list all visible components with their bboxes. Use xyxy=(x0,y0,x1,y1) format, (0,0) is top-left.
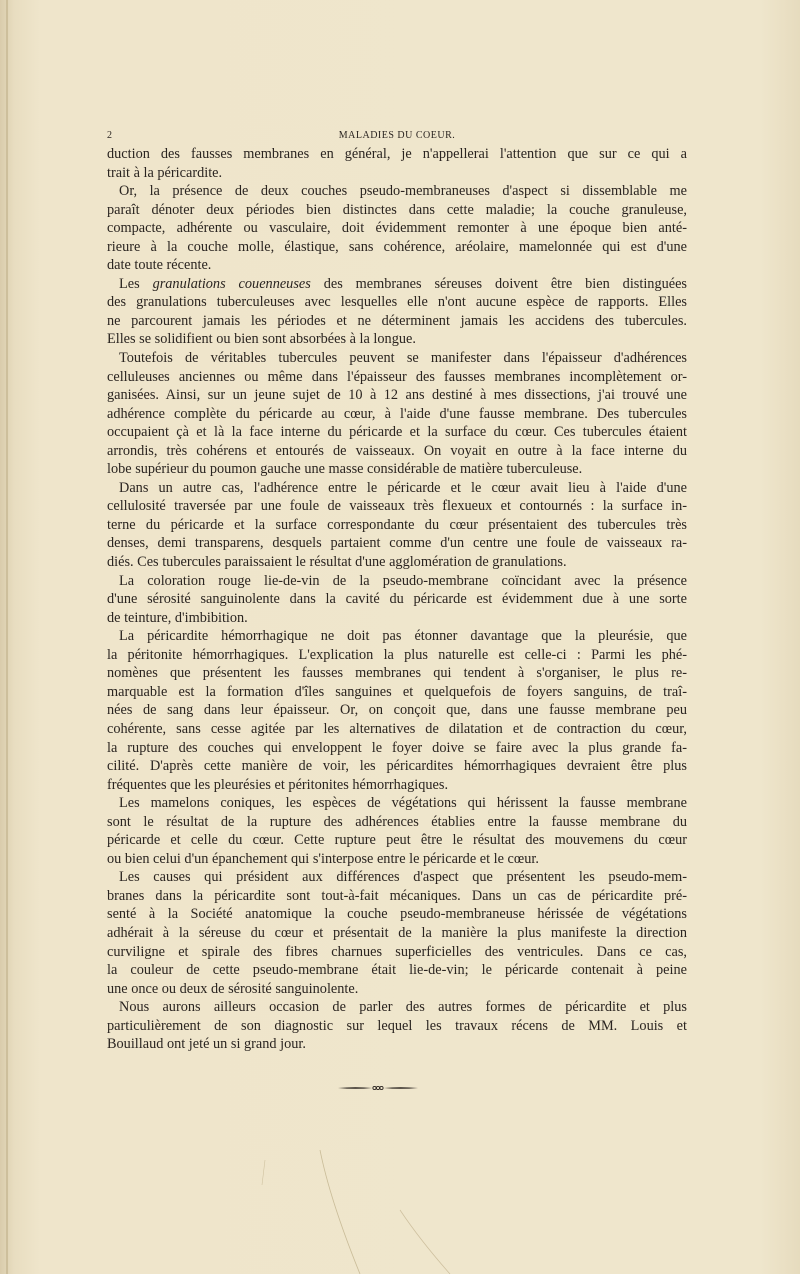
text-line: denses, demi transparens, desquels partaient comme d'un centre une foule de vaisseaux ra- xyxy=(107,535,687,552)
text-line: duction des fausses membranes en général, je n'appellerai l'attention que sur ce qui a xyxy=(107,146,687,162)
text-line: ne parcourent jamais les périodes et ne déterminent jamais les accidens des tubercules. xyxy=(107,312,687,329)
text-line: trait à la péricardite. xyxy=(107,164,223,181)
text-line: Elles se solidifient ou bien sont absorbées à la longue. xyxy=(107,331,416,348)
text-line: cohérente, sans cesse agitée par les alternatives de dilatation et de contraction du cœur, xyxy=(107,720,687,737)
text-line: cilité. D'après cette manière de voir, les péricardites hémorrhagiques devraient être plus xyxy=(107,758,687,775)
text-line: lobe supérieur du poumon gauche une masse considérable de matière tuberculeuse. xyxy=(107,461,583,478)
text-line: Dans un autre cas, l'adhérence entre le péricarde et le cœur avait lieu à l'aide d'une xyxy=(119,479,687,496)
running-head: MALADIES DU COEUR. xyxy=(338,130,456,141)
text-line: cellulosité traversée par une foule de vaisseaux très flexueux et contournés : la surface in- xyxy=(107,498,687,515)
text-line: fréquentes que les pleurésies et péritonites hémorrhagiques. xyxy=(107,776,449,793)
text-line: compacte, adhérente ou vasculaire, doit évidemment remonter à une époque bien anté- xyxy=(107,220,687,237)
text-line: diés. Ces tubercules paraissaient le résultat d'une agglomération de granulations. xyxy=(107,554,567,571)
text-line: La coloration rouge lie-de-vin de la pseudo-membrane coïncidant avec la présence xyxy=(119,572,687,589)
text-line: adhérence complète du péricarde au cœur, à l'aide d'une fausse membrane. Des tubercules xyxy=(107,405,687,422)
text-line: marquable est la formation d'îles sanguines et quelquefois de foyers sanguins, de traî- xyxy=(107,683,687,700)
page-number: 2 xyxy=(107,130,113,141)
text-line: ganisées. Ainsi, sur un jeune sujet de 10 à 12 ans destiné à mes dissections, j'ai trouvé une xyxy=(107,387,687,404)
text-line: la péritonite hémorrhagiques. L'explication la plus naturelle est celle-ci : Parmi les phé- xyxy=(107,646,687,663)
text-line: des granulations tuberculeuses avec lesquelles elle n'ont aucune espèce de rapports. Elles xyxy=(107,294,687,311)
emphasized-term: granulations couenneuses xyxy=(152,275,311,292)
body-text xyxy=(107,145,687,1054)
text-line: Les mamelons coniques, les espèces de végétations qui hérissent la fausse membrane xyxy=(119,795,687,812)
text-line: arrondis, très cohérens et entourés de vaisseaux. On voyait en outre à la face interne du xyxy=(107,442,687,459)
text-line: Les granulations couenneuses des membranes séreuses doivent être bien distinguées xyxy=(119,275,687,292)
text-line: adhérait à la séreuse du cœur et présentait de la manière la plus manifeste la direction xyxy=(107,924,687,941)
text-line: terne du péricarde et la surface correspondante du cœur présentaient des tubercules très xyxy=(107,516,687,533)
text-line: La péricardite hémorrhagique ne doit pas étonner davantage que la pleurésie, que xyxy=(119,628,687,645)
text-line: une once ou deux de sérosité sanguinolente. xyxy=(107,980,359,997)
text-line: particulièrement de son diagnostic sur lequel les travaux récens de MM. Louis et xyxy=(107,1017,687,1034)
text-line: senté à la Société anatomique la couche pseudo-membraneuse hérissée de végétations xyxy=(107,906,687,923)
text-line: date toute récente. xyxy=(107,257,212,274)
page-header xyxy=(107,130,687,146)
text-line: la rupture des couches qui enveloppent le foyer doive se faire avec la plus grande fa- xyxy=(107,739,687,756)
text-line: nomènes que présentent les fausses membranes qui tendent à s'organiser, le plus re- xyxy=(107,665,687,682)
text-line: curviligne et spirale des fibres charnues superficielles des ventricules. Dans ce cas, xyxy=(107,943,687,960)
text-line: sont le résultat de la rupture des adhérences établies entre la fausse membrane du xyxy=(107,813,687,830)
text-line: nées de sang dans leur épaisseur. Or, on conçoit que, dans une fausse membrane peu xyxy=(107,702,687,719)
text-line: la couleur de cette pseudo-membrane était lie-de-vin; le péricarde contenait à peine xyxy=(107,962,687,979)
text-line: celluleuses anciennes ou même dans l'épaisseur des fausses membranes incomplètement or- xyxy=(107,368,687,385)
text-line: d'une sérosité sanguinolente dans la cavité du péricarde est évidemment due à une sorte xyxy=(107,591,687,608)
text-line: branes dans la péricardite sont tout-à-fait mécaniques. Dans un cas de péricardite pré- xyxy=(107,887,687,904)
text-line: rieure à la couche molle, élastique, sans cohérence, aréolaire, mamelonnée qui est d'une xyxy=(107,238,687,255)
text-line: ou bien celui d'un épanchement qui s'interpose entre le péricarde et le cœur. xyxy=(107,850,539,867)
text-line: de teinture, d'imbibition. xyxy=(107,609,248,626)
paper-fold-marks xyxy=(250,1150,500,1274)
text-line: paraît dénoter deux périodes bien distinctes dans cette maladie; la couche granuleuse, xyxy=(107,201,687,218)
text-line: Toutefois de véritables tubercules peuvent se manifester dans l'épaisseur d'adhérences xyxy=(119,350,687,367)
text-line: Bouillaud ont jeté un si grand jour. xyxy=(107,1036,306,1053)
text-line: Or, la présence de deux couches pseudo-membraneuses d'aspect si dissemblable me xyxy=(119,183,687,200)
text-line: Nous aurons ailleurs occasion de parler des autres formes de péricardite et plus xyxy=(119,999,687,1016)
binding-edge xyxy=(6,0,8,1274)
text-line: Les causes qui président aux différences d'aspect que présentent les pseudo-mem- xyxy=(119,869,687,886)
text-line: occupaient çà et là la face interne du péricarde et la surface du cœur. Ces tubercules étaient xyxy=(107,424,687,441)
text-line: péricarde et celle du cœur. Cette rupture peut être le résultat des mouvemens du cœur xyxy=(107,832,687,849)
tailpiece-ornament-icon xyxy=(336,1083,420,1093)
